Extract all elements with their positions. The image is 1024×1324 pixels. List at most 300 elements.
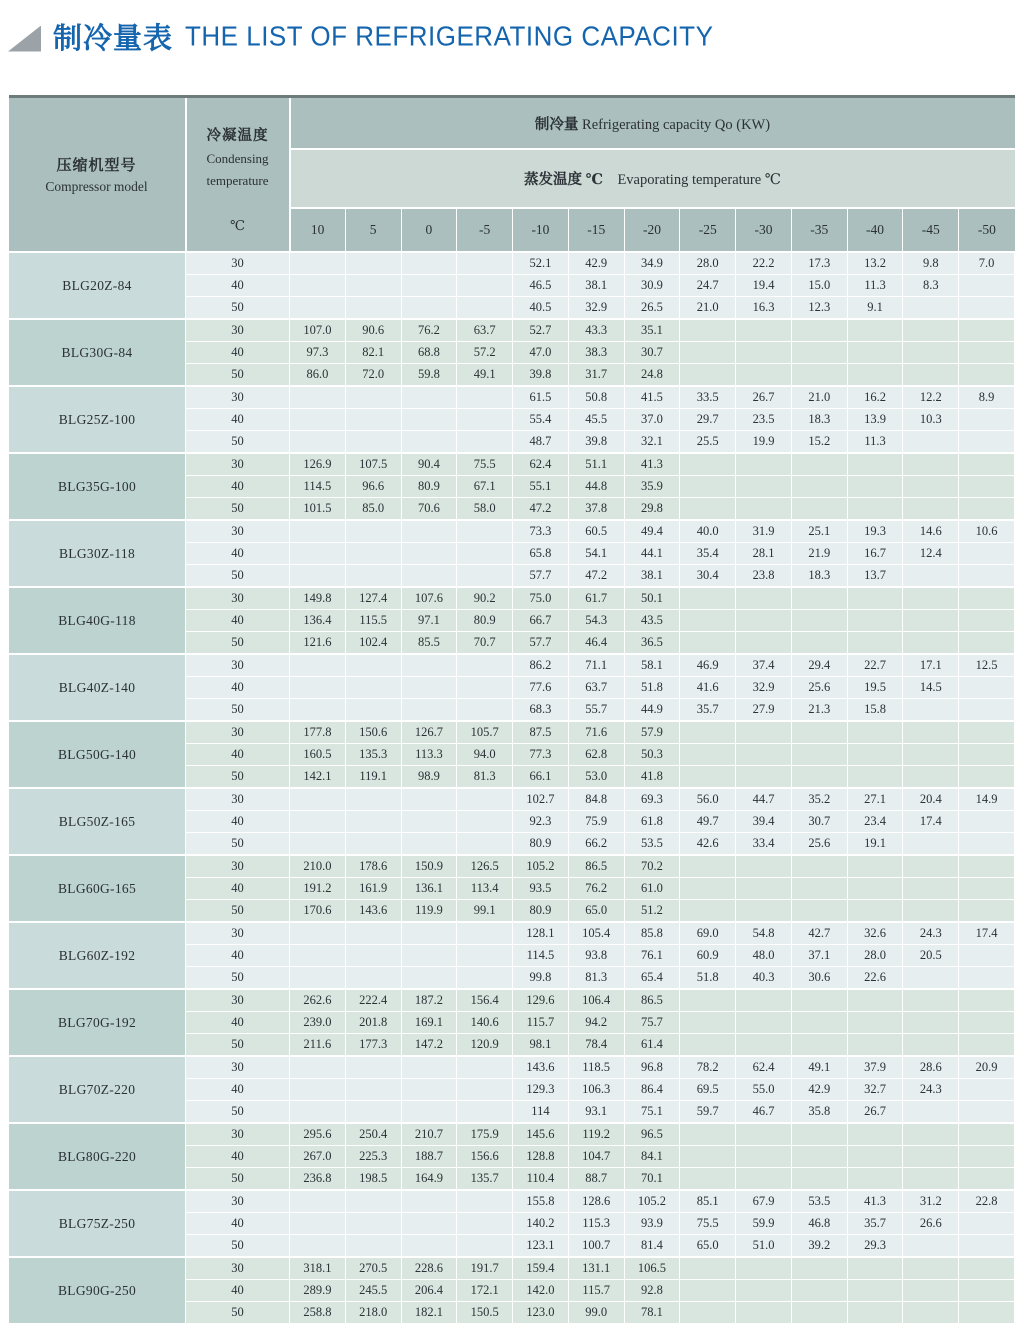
capacity-value-cell [457,945,513,967]
capacity-value-cell: 35.7 [680,699,736,722]
capacity-value-cell: 43.5 [624,610,680,632]
table-row [9,520,1015,543]
capacity-value-cell [401,386,457,409]
capacity-value-cell: 58.1 [624,654,680,677]
capacity-value-cell: 156.4 [457,989,513,1012]
capacity-value-cell: 107.0 [290,319,346,342]
capacity-value-cell [847,900,903,923]
capacity-value-cell: 80.9 [513,900,569,923]
capacity-value-cell: 58.0 [457,498,513,521]
capacity-value-cell: 57.7 [513,565,569,588]
capacity-value-cell [847,721,903,744]
condensing-temp-cell: 40 [186,878,290,900]
page-title-en: THE LIST OF REFRIGERATING CAPACITY [185,20,714,52]
capacity-value-cell [680,1146,736,1168]
capacity-value-cell [847,453,903,476]
capacity-value-cell [736,989,792,1012]
capacity-value-cell [290,297,346,320]
capacity-value-cell: 51.0 [736,1235,792,1258]
capacity-value-cell [457,699,513,722]
capacity-value-cell: 11.3 [847,275,903,297]
capacity-value-cell: 31.7 [568,364,624,387]
capacity-value-cell [791,364,847,387]
capacity-value-cell [791,342,847,364]
condensing-temperature-header [186,97,290,253]
capacity-value-cell [345,788,401,811]
capacity-value-cell: 68.3 [513,699,569,722]
capacity-value-cell [680,744,736,766]
capacity-value-cell [680,900,736,923]
capacity-value-cell [457,297,513,320]
condensing-header-en-line2: temperature [206,173,269,188]
table-row [9,1190,1015,1213]
capacity-value-cell: 26.7 [736,386,792,409]
capacity-value-cell: 42.9 [791,1079,847,1101]
capacity-value-cell [345,1190,401,1213]
capacity-value-cell: 25.6 [791,833,847,856]
compressor-model-cell: BLG50G-140 [9,721,186,788]
capacity-value-cell: 51.8 [624,677,680,699]
capacity-value-cell: 87.5 [513,721,569,744]
table-row [9,319,1015,342]
capacity-value-cell: 85.5 [401,632,457,655]
capacity-value-cell: 245.5 [345,1280,401,1302]
capacity-value-cell [903,453,959,476]
evap-temp-col-header: -20 [624,208,680,252]
capacity-value-cell: 37.8 [568,498,624,521]
capacity-value-cell: 97.1 [401,610,457,632]
capacity-value-cell [791,1146,847,1168]
capacity-value-cell [903,1302,959,1324]
evaporating-header-zh: 蒸发温度 ℃ [523,172,603,188]
capacity-value-cell: 14.5 [903,677,959,699]
capacity-value-cell [847,1123,903,1146]
capacity-value-cell: 50.1 [624,587,680,610]
capacity-value-cell [736,453,792,476]
capacity-value-cell: 211.6 [290,1034,346,1057]
capacity-value-cell [457,565,513,588]
capacity-value-cell: 86.0 [290,364,346,387]
capacity-value-cell: 75.0 [513,587,569,610]
capacity-value-cell [791,744,847,766]
capacity-value-cell [736,721,792,744]
capacity-value-cell: 106.5 [624,1257,680,1280]
capacity-value-cell [959,498,1015,521]
capacity-value-cell [680,1302,736,1324]
capacity-value-cell [680,766,736,789]
compressor-model-cell: BLG70G-192 [9,989,186,1056]
capacity-value-cell: 69.0 [680,922,736,945]
capacity-value-cell: 145.6 [513,1123,569,1146]
capacity-value-cell [959,431,1015,454]
capacity-value-cell [959,967,1015,990]
capacity-value-cell [345,409,401,431]
capacity-value-cell: 32.9 [736,677,792,699]
capacity-value-cell [736,900,792,923]
capacity-value-cell: 86.2 [513,654,569,677]
capacity-value-cell [847,342,903,364]
capacity-value-cell [903,744,959,766]
table-row [9,855,1015,878]
capacity-value-cell: 61.4 [624,1034,680,1057]
condensing-temp-cell: 50 [186,699,290,722]
capacity-value-cell [401,945,457,967]
capacity-value-cell: 38.1 [568,275,624,297]
capacity-value-cell [680,1034,736,1057]
condensing-temp-cell: 50 [186,967,290,990]
capacity-value-cell: 177.8 [290,721,346,744]
capacity-value-cell: 26.5 [624,297,680,320]
capacity-value-cell [290,1056,346,1079]
capacity-value-cell: 69.3 [624,788,680,811]
capacity-value-cell: 49.7 [680,811,736,833]
capacity-value-cell [401,833,457,856]
capacity-value-cell: 14.6 [903,520,959,543]
capacity-value-cell [290,409,346,431]
capacity-value-cell [847,1146,903,1168]
capacity-value-cell: 22.7 [847,654,903,677]
capacity-value-cell: 156.6 [457,1146,513,1168]
capacity-value-cell: 59.9 [736,1213,792,1235]
capacity-value-cell: 136.1 [401,878,457,900]
capacity-value-cell: 46.4 [568,632,624,655]
condensing-temp-cell: 40 [186,811,290,833]
capacity-value-cell [959,699,1015,722]
capacity-value-cell: 24.7 [680,275,736,297]
capacity-value-cell: 70.2 [624,855,680,878]
capacity-value-cell [680,476,736,498]
capacity-value-cell: 114 [513,1101,569,1124]
capacity-value-cell [457,431,513,454]
capacity-value-cell [959,476,1015,498]
condensing-temp-cell: 50 [186,1302,290,1324]
capacity-value-cell: 150.5 [457,1302,513,1324]
capacity-value-cell: 96.5 [624,1123,680,1146]
capacity-value-cell: 30.9 [624,275,680,297]
capacity-value-cell: 41.6 [680,677,736,699]
table-header [9,97,1015,253]
table-body [9,252,1015,1324]
capacity-value-cell: 76.2 [568,878,624,900]
capacity-value-cell: 30.6 [791,967,847,990]
capacity-value-cell: 41.3 [624,453,680,476]
capacity-value-cell: 10.6 [959,520,1015,543]
capacity-value-cell [847,1168,903,1191]
capacity-value-cell: 31.9 [736,520,792,543]
evap-temp-col-header: -25 [680,208,736,252]
capacity-value-cell: 76.1 [624,945,680,967]
capacity-value-cell: 41.3 [847,1190,903,1213]
capacity-value-cell: 105.2 [513,855,569,878]
capacity-value-cell [791,766,847,789]
table-row [9,1056,1015,1079]
capacity-value-cell: 39.4 [736,811,792,833]
capacity-value-cell: 24.8 [624,364,680,387]
capacity-value-cell [959,409,1015,431]
condensing-temp-cell: 40 [186,610,290,632]
capacity-value-cell: 54.3 [568,610,624,632]
capacity-value-cell: 128.1 [513,922,569,945]
table-row [9,252,1015,275]
capacity-value-cell: 106.4 [568,989,624,1012]
capacity-value-cell: 21.3 [791,699,847,722]
capacity-value-cell: 23.8 [736,565,792,588]
capacity-value-cell [903,1146,959,1168]
capacity-value-cell: 106.3 [568,1079,624,1101]
capacity-value-cell [401,1079,457,1101]
capacity-value-cell: 67.9 [736,1190,792,1213]
capacity-value-cell: 93.5 [513,878,569,900]
capacity-value-cell [736,1123,792,1146]
capacity-value-cell: 131.1 [568,1257,624,1280]
capacity-value-cell: 39.2 [791,1235,847,1258]
capacity-value-cell: 113.4 [457,878,513,900]
capacity-value-cell: 67.1 [457,476,513,498]
capacity-value-cell [903,1123,959,1146]
capacity-value-cell [457,833,513,856]
capacity-value-cell: 70.6 [401,498,457,521]
capacity-value-cell: 98.9 [401,766,457,789]
capacity-value-cell: 17.4 [959,922,1015,945]
capacity-value-cell: 49.1 [457,364,513,387]
capacity-value-cell: 32.9 [568,297,624,320]
compressor-model-cell: BLG40Z-140 [9,654,186,721]
capacity-value-cell [903,431,959,454]
capacity-value-cell [903,855,959,878]
capacity-value-cell [959,632,1015,655]
capacity-value-cell: 37.1 [791,945,847,967]
capacity-value-cell [680,342,736,364]
capacity-value-cell [290,654,346,677]
capacity-value-cell: 250.4 [345,1123,401,1146]
capacity-value-cell: 66.2 [568,833,624,856]
capacity-value-cell: 20.9 [959,1056,1015,1079]
capacity-value-cell: 46.7 [736,1101,792,1124]
capacity-value-cell: 53.5 [791,1190,847,1213]
condensing-temp-cell: 30 [186,453,290,476]
capacity-value-cell: 222.4 [345,989,401,1012]
capacity-value-cell [345,945,401,967]
evap-temp-col-header: 0 [401,208,457,252]
capacity-value-cell [903,989,959,1012]
capacity-value-cell: 40.5 [513,297,569,320]
capacity-value-cell [959,677,1015,699]
condensing-temp-cell: 30 [186,520,290,543]
capacity-value-cell [903,587,959,610]
capacity-value-cell: 81.3 [457,766,513,789]
compressor-model-header-zh: 压缩机型号 [56,158,137,174]
capacity-value-cell: 32.1 [624,431,680,454]
evaporating-temperature-header [290,149,1015,208]
capacity-header-zh: 制冷量 [534,116,579,133]
capacity-value-cell: 8.9 [959,386,1015,409]
capacity-value-cell: 60.9 [680,945,736,967]
capacity-value-cell [959,744,1015,766]
capacity-value-cell [290,811,346,833]
capacity-value-cell: 40.0 [680,520,736,543]
compressor-model-cell: BLG75Z-250 [9,1190,186,1257]
capacity-value-cell [903,1168,959,1191]
capacity-value-cell [680,1257,736,1280]
capacity-value-cell [290,520,346,543]
condensing-temp-cell: 50 [186,766,290,789]
capacity-value-cell: 48.7 [513,431,569,454]
capacity-value-cell: 60.5 [568,520,624,543]
capacity-value-cell: 35.8 [791,1101,847,1124]
capacity-value-cell: 24.3 [903,1079,959,1101]
capacity-value-cell: 126.9 [290,453,346,476]
condensing-header-zh: 冷凝温度 [206,128,269,144]
capacity-value-cell: 70.1 [624,1168,680,1191]
capacity-value-cell: 29.7 [680,409,736,431]
capacity-value-cell [903,319,959,342]
condensing-temp-cell: 40 [186,409,290,431]
capacity-value-cell: 16.2 [847,386,903,409]
capacity-value-cell: 39.8 [513,364,569,387]
capacity-value-cell [680,855,736,878]
capacity-value-cell: 52.7 [513,319,569,342]
capacity-value-cell [345,1101,401,1124]
condensing-temp-cell: 50 [186,565,290,588]
capacity-value-cell: 143.6 [513,1056,569,1079]
capacity-value-cell: 62.4 [736,1056,792,1079]
capacity-value-cell: 35.9 [624,476,680,498]
capacity-value-cell: 59.8 [401,364,457,387]
capacity-value-cell [959,1168,1015,1191]
capacity-value-cell: 78.1 [624,1302,680,1324]
table-row [9,453,1015,476]
capacity-value-cell: 210.7 [401,1123,457,1146]
capacity-value-cell: 78.2 [680,1056,736,1079]
capacity-value-cell: 20.4 [903,788,959,811]
condensing-temp-cell: 40 [186,1012,290,1034]
compressor-model-cell: BLG25Z-100 [9,386,186,453]
capacity-value-cell [457,386,513,409]
capacity-value-cell [903,364,959,387]
capacity-value-cell [903,833,959,856]
capacity-value-cell [959,1146,1015,1168]
capacity-value-cell: 32.6 [847,922,903,945]
capacity-value-cell: 105.4 [568,922,624,945]
capacity-value-cell: 115.7 [568,1280,624,1302]
capacity-value-cell: 78.4 [568,1034,624,1057]
condensing-temp-cell: 30 [186,855,290,878]
capacity-value-cell [847,1257,903,1280]
capacity-value-cell: 29.4 [791,654,847,677]
capacity-value-cell [680,989,736,1012]
capacity-value-cell: 21.0 [791,386,847,409]
capacity-value-cell: 69.5 [680,1079,736,1101]
capacity-value-cell [959,766,1015,789]
capacity-value-cell: 25.6 [791,677,847,699]
capacity-value-cell [290,967,346,990]
capacity-value-cell [680,610,736,632]
capacity-value-cell [791,587,847,610]
capacity-value-cell: 54.8 [736,922,792,945]
capacity-value-cell [903,900,959,923]
capacity-value-cell [959,1280,1015,1302]
condensing-temp-cell: 50 [186,900,290,923]
capacity-value-cell [736,878,792,900]
condensing-temp-cell: 30 [186,252,290,275]
capacity-value-cell: 52.1 [513,252,569,275]
condensing-temp-cell: 40 [186,275,290,297]
capacity-value-cell [847,476,903,498]
capacity-value-cell: 53.5 [624,833,680,856]
capacity-value-cell: 65.0 [568,900,624,923]
capacity-value-cell [791,632,847,655]
capacity-value-cell: 63.7 [568,677,624,699]
capacity-value-cell [736,319,792,342]
capacity-value-cell: 159.4 [513,1257,569,1280]
refrigerating-capacity-table [8,95,1015,1324]
capacity-value-cell [290,1079,346,1101]
capacity-value-cell: 126.5 [457,855,513,878]
capacity-value-cell [290,922,346,945]
capacity-value-cell: 42.7 [791,922,847,945]
capacity-value-cell [736,1257,792,1280]
capacity-value-cell: 93.8 [568,945,624,967]
capacity-value-cell [791,721,847,744]
capacity-value-cell [290,565,346,588]
capacity-value-cell [959,275,1015,297]
capacity-value-cell [847,319,903,342]
capacity-value-cell: 54.1 [568,543,624,565]
capacity-value-cell [345,1079,401,1101]
capacity-value-cell: 123.0 [513,1302,569,1324]
condensing-temp-cell: 50 [186,1034,290,1057]
capacity-value-cell: 18.3 [791,565,847,588]
condensing-temp-cell: 50 [186,431,290,454]
capacity-value-cell [680,878,736,900]
capacity-value-cell: 82.1 [345,342,401,364]
capacity-value-cell [290,699,346,722]
evap-temp-col-header: -15 [568,208,624,252]
capacity-value-cell: 21.9 [791,543,847,565]
capacity-value-cell: 19.1 [847,833,903,856]
capacity-value-cell [736,1146,792,1168]
capacity-value-cell [457,1079,513,1101]
capacity-value-cell: 318.1 [290,1257,346,1280]
capacity-value-cell [847,855,903,878]
capacity-value-cell [903,565,959,588]
capacity-value-cell [959,1302,1015,1324]
capacity-value-cell: 92.3 [513,811,569,833]
capacity-value-cell [345,431,401,454]
capacity-value-cell: 32.7 [847,1079,903,1101]
table-row [9,922,1015,945]
capacity-value-cell [791,989,847,1012]
capacity-value-cell: 136.4 [290,610,346,632]
capacity-value-cell [959,364,1015,387]
capacity-value-cell: 97.3 [290,342,346,364]
capacity-value-cell: 170.6 [290,900,346,923]
capacity-value-cell: 85.8 [624,922,680,945]
capacity-value-cell: 43.3 [568,319,624,342]
capacity-value-cell: 126.7 [401,721,457,744]
capacity-value-cell [736,1302,792,1324]
capacity-value-cell: 81.3 [568,967,624,990]
capacity-value-cell: 90.4 [401,453,457,476]
capacity-value-cell: 15.0 [791,275,847,297]
capacity-value-cell: 37.9 [847,1056,903,1079]
capacity-value-cell [345,833,401,856]
capacity-value-cell [290,431,346,454]
condensing-temp-cell: 40 [186,543,290,565]
capacity-value-cell [457,788,513,811]
evap-temp-col-header: -5 [457,208,513,252]
capacity-value-cell [457,543,513,565]
